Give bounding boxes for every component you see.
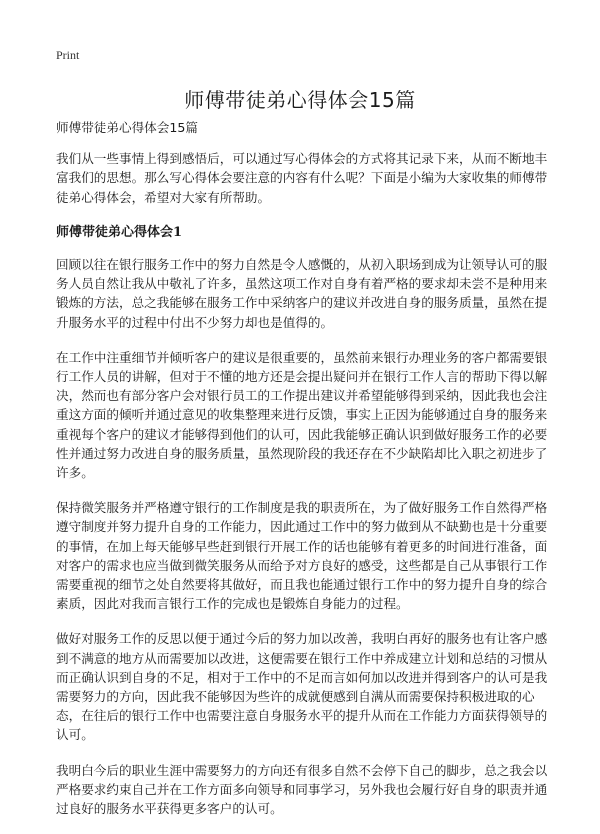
body-paragraph: 回顾以往在银行服务工作中的努力自然是令人感慨的，从初入职场到成为让领导认可的服务人员自然让我从中敬礼了许多，虽然这项工作对自身有着严格的要求却未尝不是种用来锻炼的方法，总之我能够在服务工作中采纳客户的建议并改进自身的服务质量，虽然在提升服务水平的过程中付出不少努力却也是值得的。 [56,257,548,330]
section-heading: 师傅带徒弟心得体会1 [56,224,183,240]
body-paragraph: 做好对服务工作的反思以便于通过今后的努力加以改善，我明白再好的服务也有让客户感到不满意的地方从而需要加以改进，这便需要在银行工作中养成建立计划和总结的习惯从而正确认识到自身的不足，相对于工作中的不足而言如何加以改进并得到客户的认可是我需要努力的方向，因此我不能够因为些许的成就便感到自满从而需要保持积极进取的心态，在往后的银行工作中也需要注意自身服务水平的提升从而在工作能力方面获得领导的认可。 [56,631,548,743]
intro-paragraph: 我们从一些事情上得到感悟后，可以通过写心得体会的方式将其记录下来，从而不断地丰富我们的思想。那么写心得体会要注意的内容有什么呢？下面是小编为大家收集的师傅带徒弟心得体会，希望对大家有所帮助。 [56,151,548,205]
document-body [56,118,548,834]
print-label: Print [56,48,80,62]
page-title: 师傅带徒弟心得体会15篇 [184,88,416,112]
body-paragraph: 在工作中注重细节并倾听客户的建议是很重要的，虽然前来银行办理业务的客户都需要银行工作人员的讲解，但对于不懂的地方还是会提出疑问并在银行工作人言的帮助下得以解决，然而也有部分客户会对银行员工的工作提出建议并希望能够得到采纳，因此我也会注重这方面的倾听并通过意见的收集整理来进行反馈，事实上正因为能够通过自身的服务来重视每个客户的建议才能够得到他们的认可，因此我能够正确认识到做好服务工作的必要性并通过努力改进自身的服务质量，虽然现阶段的我还存在不少缺陷却比入职之初进步了许多。 [56,349,548,481]
document-subtitle: 师傅带徒弟心得体会15篇 [56,120,198,135]
body-paragraph: 我明白今后的职业生涯中需要努力的方向还有很多自然不会停下自己的脚步，总之我会以严格要求约束自己并在工作方面多向领导和同事学习，另外我也会履行好自身的职责并通过良好的服务水平获得更多客户的认可。 [56,762,548,817]
body-paragraph: 保持微笑服务并严格遵守银行的工作制度是我的职责所在，为了做好服务工作自然得严格遵守制度并努力提升自身的工作能力，因此通过工作中的努力做到从不缺勤也是十分重要的事情，在加上每天能够早些赶到银行开展工作的话也能够有着更多的时间进行准备，面对客户的需求也应当做到微笑服务从而给予对方良好的感受，这些都是自己从事银行工作需要重视的细节之处自然要将其做好，而且我也能通过银行工作中的努力提升自身的综合素质，因此对我而言银行工作的完成也是锻炼自身能力的过程。 [56,500,548,612]
